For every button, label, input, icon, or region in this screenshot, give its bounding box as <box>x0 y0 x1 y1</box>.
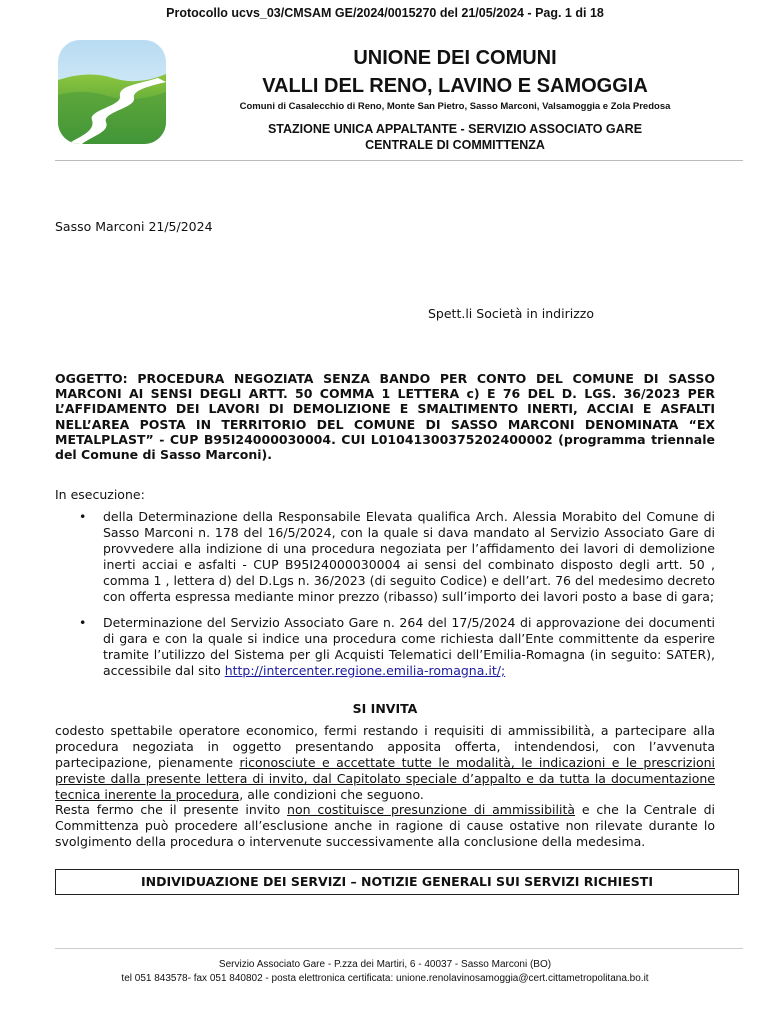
footer-address: Servizio Associato Gare - P.zza dei Martiri, 6 - 40037 - Sasso Marconi (BO) <box>218 959 552 970</box>
addressee: Spett.li Società in indirizzo <box>428 306 594 321</box>
paragraph-text: Resta fermo che il presente invito <box>55 802 288 817</box>
sater-link[interactable]: http://intercenter.regione.emilia-romagna.it/; <box>224 662 506 678</box>
org-name-line1: UNIONE DEI COMUNI <box>353 47 557 69</box>
bullet-text: Determinazione del Servizio Associato Gare n. 264 del 17/5/2024 di approvazione dei documenti di gara e con la quale si indice una procedura come richiesta dall’Ente committente da esperire tramite l’utilizzo del Sistema per gli Acquisti Telematici dell’Emilia-Romagna (in seguito: SATER), accessibile dal sito <box>103 614 715 678</box>
footer-contacts: tel 051 843578- fax 051 840802 - posta elettronica certificata: unione.renolavinosamoggia@cert.cittametropolitana.bo.it <box>121 973 649 984</box>
member-municipalities: Comuni di Casalecchio di Reno, Monte San Pietro, Sasso Marconi, Valsamoggia e Zola Predosa <box>239 101 671 112</box>
office-name-line1: STAZIONE UNICA APPALTANTE - SERVIZIO ASSOCIATO GARE <box>267 122 643 136</box>
office-name-line2: CENTRALE DI COMMITTENZA <box>365 138 545 152</box>
paragraph-text: , alle condizioni che seguono. <box>239 787 424 803</box>
bullet-icon: • <box>79 614 87 630</box>
admissibility-paragraph <box>55 802 715 850</box>
paragraph-text: codesto spettabile operatore economico, fermi restando i requisiti di ammissibilità, a partecipare alla procedura negoziata in oggetto presentando apposita offerta, intendendosi, con l’avvenuta partecipazione, pienamente <box>55 723 715 771</box>
list-item <box>55 615 715 679</box>
bullet-text: della Determinazione della Responsabile Elevata qualifica Arch. Alessia Morabito del Comune di Sasso Marconi n. 178 del 16/5/2024, con la quale si dava mandato al Servizio Associato Gare di provvedere alla indizione di una procedura negoziata per l’affidamento dei lavori di demolizione inerti acciai e asfalti - CUP B95I24000030004 ai sensi del combinato disposto degli artt. 50 , comma 1 , lettera d) del D.Lgs n. 36/2023 (di seguito Codice) e dell’art. 76 del medesimo decreto con offerta espressa mediante minor prezzo (ribasso) sull’importo dei lavori posto a base di gara; <box>103 509 715 605</box>
letter-subject: OGGETTO: PROCEDURA NEGOZIATA SENZA BANDO PER CONTO DEL COMUNE DI SASSO MARCONI AI SENSI DEGLI ARTT. 50 COMMA 1 LETTERA c) E 76 DEL D. LGS. 36/2023 PER L’AFFIDAMENTO DEI LAVORI DI DEMOLIZIONE E SMALTIMENTO INERTI, ACCIAI E ASFALTI NELL’AREA POSTA IN TERRITORIO DEL COMUNE DI SASSO MARCONI DENOMINATA “EX METALPLAST” - CUP B95I24000030004. CUI L01041300375202400002 (programma triennale del Comune di Sasso Marconi). <box>55 371 715 463</box>
underlined-text: riconosciute e accettate tutte le modalità, le indicazioni e le prescrizioni previste dalla presente lettera di invito, dal Capitolato speciale d’appalto e da tutta la documentazione tecnica inerente la procedura <box>55 755 715 803</box>
premises-list <box>55 509 715 688</box>
paragraph-text: e che la Centrale di Committenza può procedere all’esclusione anche in ragione di cause ostative non rilevate durante lo svolgimento della procedura o intervenute successivamente alla conclusione della medesima. <box>55 802 715 850</box>
list-item <box>55 509 715 606</box>
underlined-text: non costituisce presunzione di ammissibilità <box>287 802 576 817</box>
org-name-line2: VALLI DEL RENO, LAVINO E SAMOGGIA <box>262 75 648 97</box>
header-divider <box>55 160 743 161</box>
invitation-paragraph <box>55 723 715 803</box>
execution-intro: In esecuzione: <box>55 487 145 502</box>
invitation-heading: SI INVITA <box>352 701 418 716</box>
place-and-date: Sasso Marconi 21/5/2024 <box>55 219 213 234</box>
protocol-header: Protocollo ucvs_03/CMSAM GE/2024/0015270 del 21/05/2024 - Pag. 1 di 18 <box>166 6 604 20</box>
footer-divider <box>55 948 743 949</box>
union-logo <box>58 40 166 144</box>
section-title-box: INDIVIDUAZIONE DEI SERVIZI – NOTIZIE GENERALI SUI SERVIZI RICHIESTI <box>55 869 739 895</box>
bullet-icon: • <box>79 509 87 524</box>
